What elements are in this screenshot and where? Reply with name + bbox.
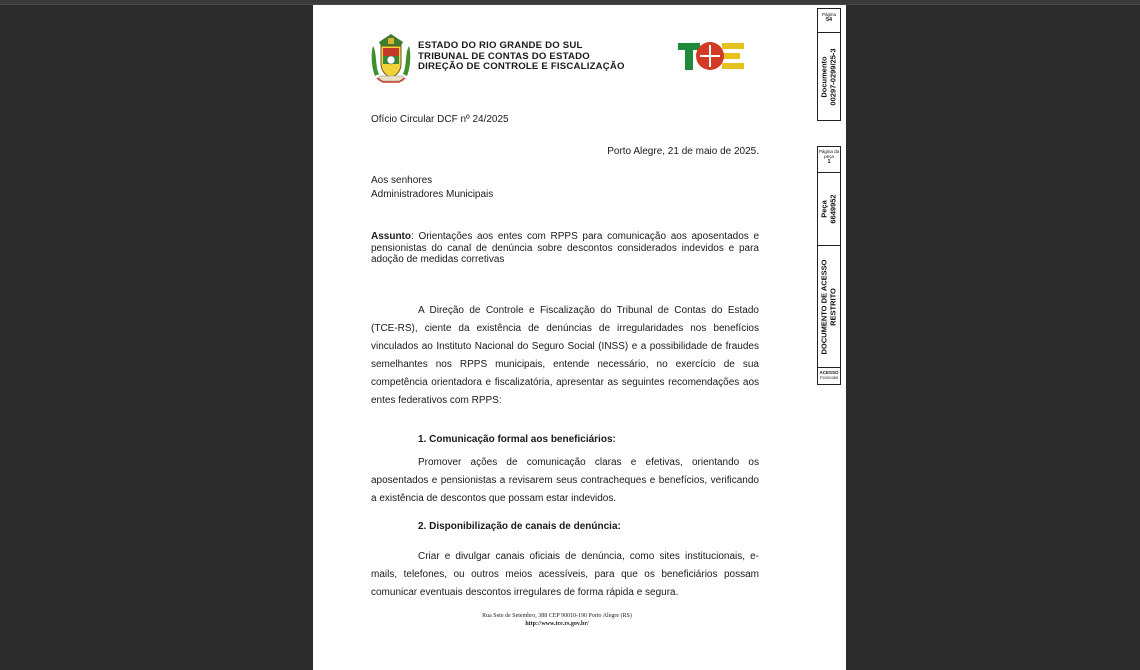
footer-address: Rua Sete de Setembro, 388 CEP 90010-190 Porto Alegre (RS) xyxy=(482,613,632,619)
letterhead-line-court: TRIBUNAL DE CONTAS DO ESTADO xyxy=(418,50,590,62)
stamp-piece-page-label: Página da peça xyxy=(818,149,840,159)
place-date: Porto Alegre, 21 de maio de 2025. xyxy=(607,146,759,157)
stamp-document-value: 00297-0299/25-3 xyxy=(828,47,837,106)
stamp-document-text xyxy=(821,48,838,105)
letterhead-line-state: ESTADO DO RIO GRANDE DO SUL xyxy=(418,40,583,51)
letterhead-line-directorate: DIREÇÃO DE CONTROLE E FISCALIZAÇÃO xyxy=(418,61,625,72)
document-reference: Ofício Circular DCF nº 24/2025 xyxy=(371,114,509,125)
stamp-document-label: Documento xyxy=(819,55,829,98)
stamp-piece-cell xyxy=(818,173,840,246)
stamp-piece-text xyxy=(821,194,838,223)
page-footer xyxy=(313,612,801,628)
stamp-piece-page-value: 1 xyxy=(827,159,831,165)
section-1-text: Promover ações de comunicação claras e efetivas, orientando os aposentados e pensionistas a revisarem seus contracheques e benefícios, verificando a existência de descontos que possam estar indevidos. xyxy=(371,457,759,504)
stamp-page-cell xyxy=(818,9,840,33)
access-stamp xyxy=(817,146,841,385)
tce-logo xyxy=(678,41,744,71)
recipient-block xyxy=(371,174,759,202)
recipient-line-2: Administradores Municipais xyxy=(371,189,494,200)
stamp-restricted-line-1: DOCUMENTO DE ACESSO xyxy=(819,258,829,355)
stamp-document-cell xyxy=(818,33,840,120)
recipient-line-1: Aos senhores xyxy=(371,175,433,186)
stamp-access-code: P2000389 xyxy=(819,375,839,380)
tce-logo-text: TCE xyxy=(679,70,681,71)
section-2-title: 2. Disponibilização de canais de denúncia: xyxy=(418,521,621,532)
subject-label: Assunto xyxy=(371,231,411,242)
coat-of-arms-icon xyxy=(371,32,411,86)
stamp-piece-page-cell xyxy=(818,147,840,173)
letterhead xyxy=(418,41,625,73)
stamp-restricted-line-2: RESTRITO xyxy=(828,287,837,326)
document-page xyxy=(313,5,846,670)
stamp-page-label: Página xyxy=(821,12,836,17)
section-2-text: Criar e divulgar canais oficiais de denúncia, como sites institucionais, e-mails, telefones, ou outros meios acessíveis, para que os beneficiários possam comunicar eventuais descontos irregulares de forma rápida e segura. xyxy=(371,551,759,598)
section-1-title: 1. Comunicação formal aos beneficiários: xyxy=(418,434,616,445)
subject-block xyxy=(371,231,759,266)
intro-paragraph: A Direção de Controle e Fiscalização do Tribunal de Contas do Estado (TCE-RS), ciente da existência de denúncias de irregularidades nos benefícios vinculados ao Instituto Nacional do Seguro Social (INSS) e a possibilidade de fraudes semelhantes nos RPPS municipais, entende necessário, no exercício de sua competência orientadora e fiscalizatória, apresentar as seguintes recomendações aos entes federativos com RPPS: xyxy=(371,305,759,406)
subject-text: : Orientações aos entes com RPPS para comunicação aos aposentados e pensionistas do canal de denúncia sobre descontos considerados indevidos e para adoção de medidas corretivas xyxy=(371,231,759,265)
stamp-access-label: ACESSO xyxy=(819,370,839,375)
stamp-page-value: 54 xyxy=(825,17,833,23)
stamp-access-cell xyxy=(818,368,840,384)
stamp-piece-value: 6649952 xyxy=(828,194,837,224)
document-stamp xyxy=(817,8,841,121)
stamp-piece-label: Peça xyxy=(819,200,829,218)
footer-url: http://www.tce.rs.gov.br/ xyxy=(525,621,589,627)
stamp-restricted-text xyxy=(821,259,838,354)
stamp-restricted-cell xyxy=(818,246,840,368)
